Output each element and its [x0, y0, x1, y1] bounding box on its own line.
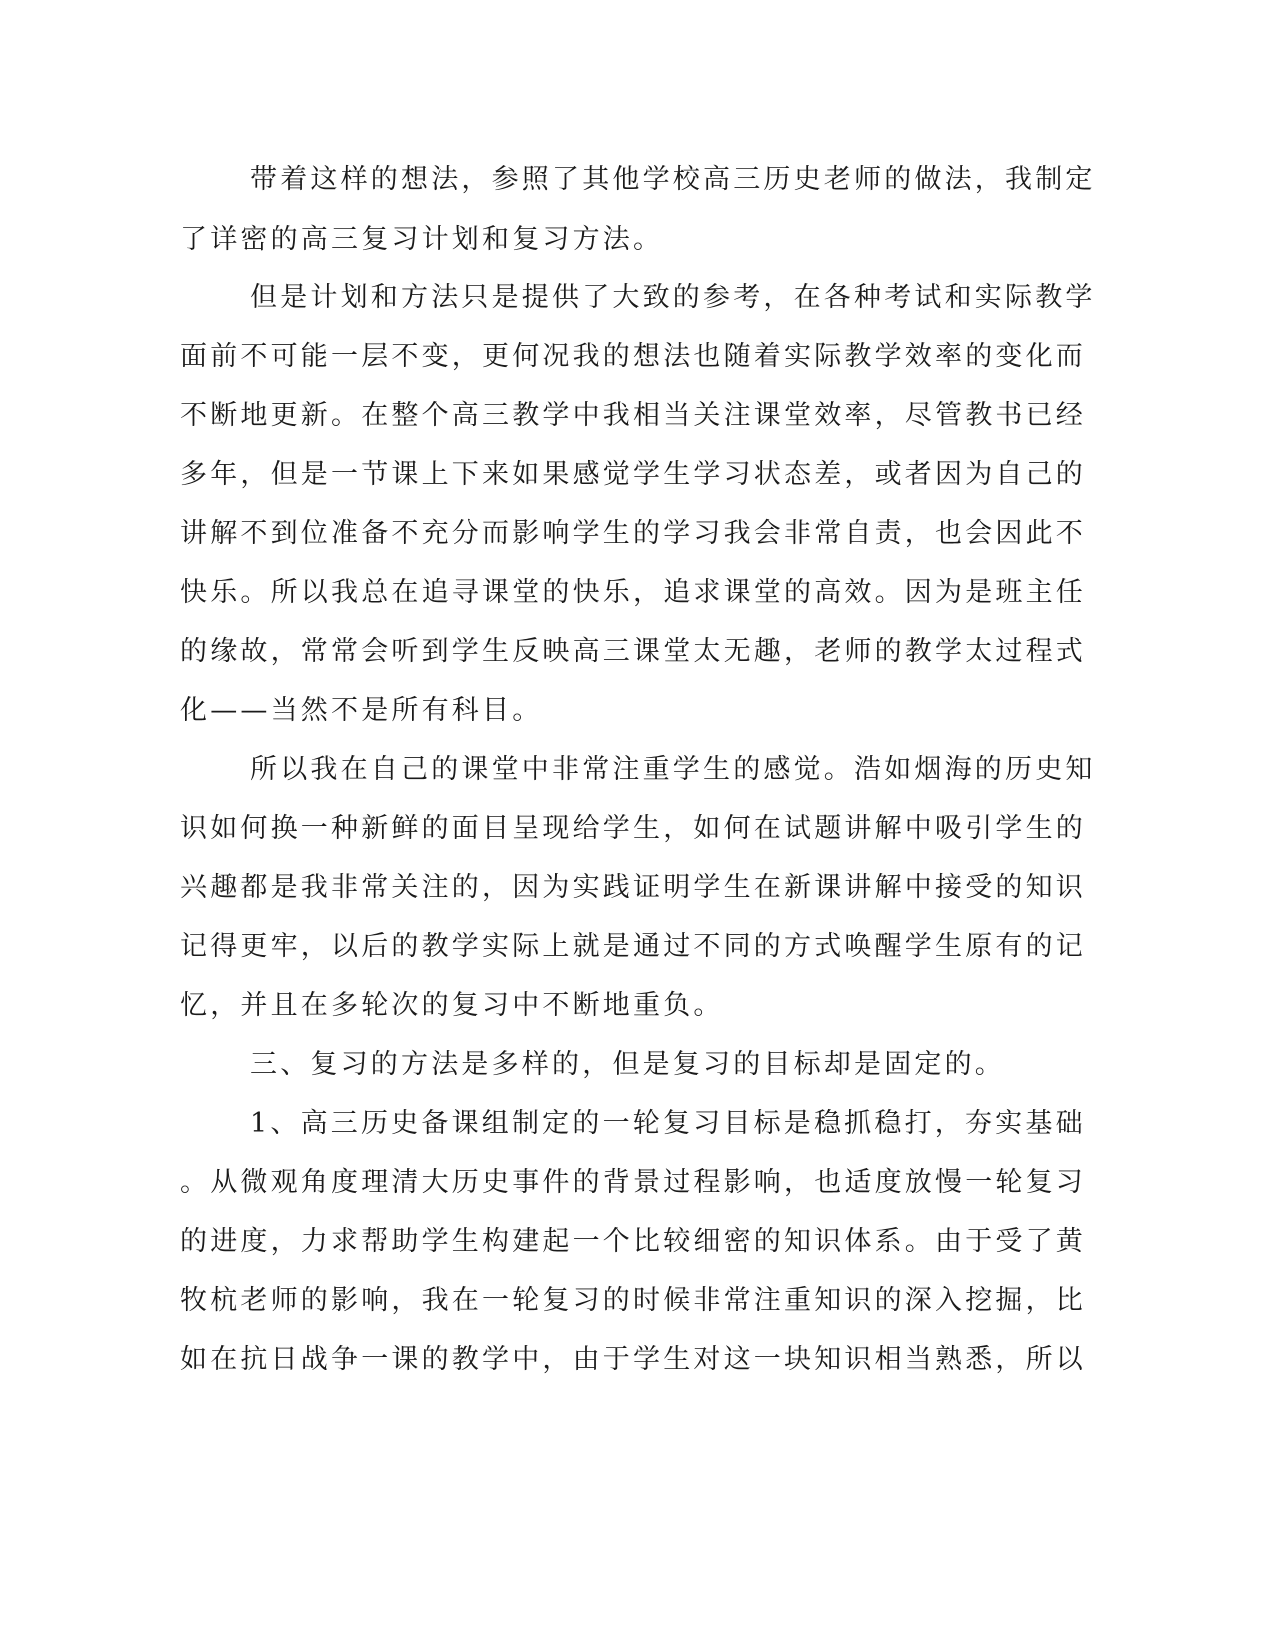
text-line: 。从微观角度理清大历史事件的背景过程影响，也适度放慢一轮复习 [180, 1167, 1086, 1198]
text-line: 识如何换一种新鲜的面目呈现给学生，如何在试题讲解中吸引学生的 [180, 813, 1086, 844]
text-line: 记得更牢，以后的教学实际上就是通过不同的方式唤醒学生原有的记 [180, 931, 1086, 962]
text-line: 兴趣都是我非常关注的，因为实践证明学生在新课讲解中接受的知识 [180, 872, 1086, 903]
text-line: 忆，并且在多轮次的复习中不断地重负。 [180, 990, 724, 1021]
text-line: 不断地更新。在整个高三教学中我相当关注课堂效率，尽管教书已经 [180, 400, 1086, 431]
text-line: 面前不可能一层不变，更何况我的想法也随着实际教学效率的变化而 [180, 341, 1086, 372]
text-line: 化——当然不是所有科目。 [180, 695, 543, 726]
section-heading: 三、复习的方法是多样的，但是复习的目标却是固定的。 [250, 1049, 1005, 1080]
text-line: 的进度，力求帮助学生构建起一个比较细密的知识体系。由于受了黄 [180, 1226, 1086, 1257]
text-line: 牧杭老师的影响，我在一轮复习的时候非常注重知识的深入挖掘，比 [180, 1285, 1086, 1316]
text-line: 带着这样的想法，参照了其他学校高三历史老师的做法，我制定 [250, 164, 1096, 195]
text-line: 1、高三历史备课组制定的一轮复习目标是稳抓稳打，夯实基础 [250, 1108, 1086, 1139]
text-line: 多年，但是一节课上下来如果感觉学生学习状态差，或者因为自己的 [180, 459, 1086, 490]
text-line: 讲解不到位准备不充分而影响学生的学习我会非常自责，也会因此不 [180, 518, 1086, 549]
text-line: 所以我在自己的课堂中非常注重学生的感觉。浩如烟海的历史知 [250, 754, 1096, 785]
text-line: 如在抗日战争一课的教学中，由于学生对这一块知识相当熟悉，所以 [180, 1344, 1086, 1375]
text-line: 但是计划和方法只是提供了大致的参考，在各种考试和实际教学 [250, 282, 1096, 313]
text-line: 快乐。所以我总在追寻课堂的快乐，追求课堂的高效。因为是班主任 [180, 577, 1086, 608]
text-line: 的缘故，常常会听到学生反映高三课堂太无趣，老师的教学太过程式 [180, 636, 1086, 667]
text-line: 了详密的高三复习计划和复习方法。 [180, 224, 664, 255]
